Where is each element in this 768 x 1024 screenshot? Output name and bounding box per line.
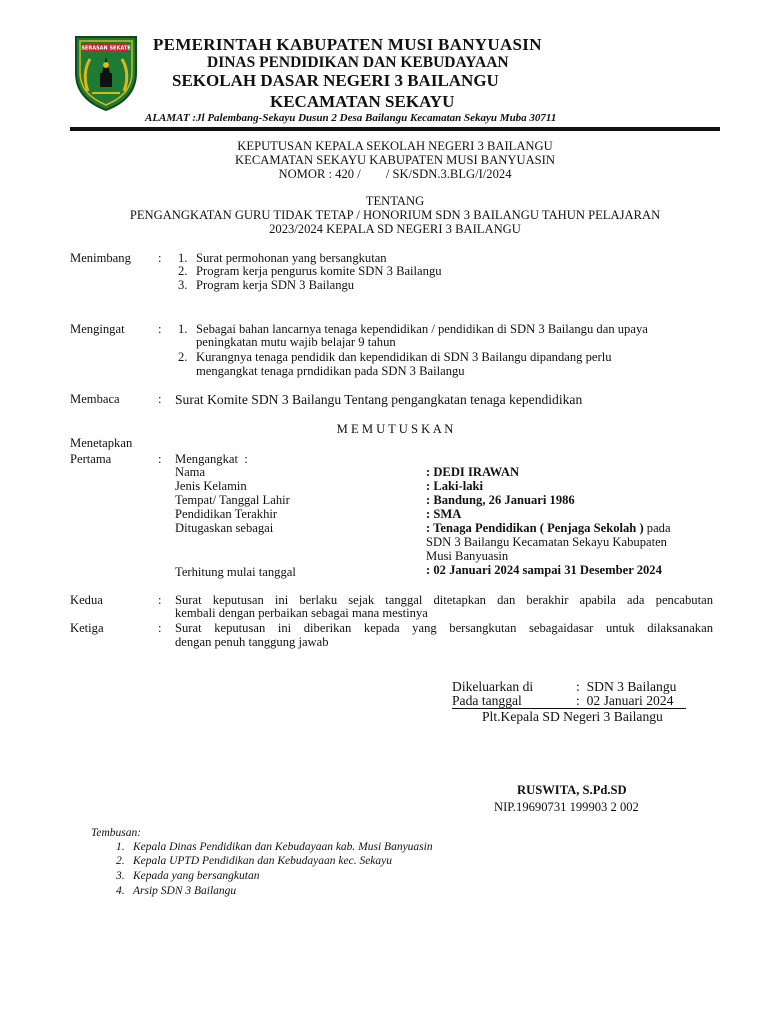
field-label-assignment: Ditugaskan sebagai [175,521,274,535]
mengingat-item-line1: Sebagai bahan lancarnya tenaga kependidikan / pendidikan di SDN 3 Bailangu dan upaya [196,322,648,336]
tembusan-item: Arsip SDN 3 Bailangu [133,885,237,897]
tembusan-item-num: 1. [116,841,125,853]
menimbang-item: Program kerja SDN 3 Bailangu [196,278,355,292]
issued-date-value: : 02 Januari 2024 [576,693,674,708]
menimbang-item-num: 2. [178,264,188,278]
letterhead-address: ALAMAT :Jl Palembang-Sekayu Dusun 2 Desa Bailangu Kecamatan Sekayu Muba 30711 [145,112,557,124]
decree-about-line1: PENGANGKATAN GURU TIDAK TETAP / HONORIUM SDN 3 BAILANGU TAHUN PELAJARAN [129,208,661,222]
regency-logo [70,33,142,111]
letterhead-line3: SEKOLAH DASAR NEGERI 3 BAILANGU [172,71,499,90]
pertama-colon: : [158,452,162,466]
ketiga-label: Ketiga [70,621,104,635]
ketiga-colon: : [158,621,162,635]
issued-position: Plt.Kepala SD Negeri 3 Bailangu [482,709,663,724]
decree-title2: KECAMATAN SEKAYU KABUPATEN MUSI BANYUASIN [235,153,555,167]
mengingat-item-num: 1. [178,322,188,336]
field-value-gender: : Laki-laki [426,479,484,493]
field-label-birth: Tempat/ Tanggal Lahir [175,493,290,507]
field-label-gender: Jenis Kelamin [175,479,247,493]
tembusan-item: Kepala UPTD Pendidikan dan Kebudayaan kec. Sekayu [133,855,393,867]
mengingat-item-line2: mengangkat tenaga prndidikan pada SDN 3 Bailangu [196,364,465,378]
ketiga-line2: dengan penuh tanggung jawab [175,635,329,649]
menetapkan-label: Menetapkan [70,436,133,450]
mengingat-item-line1: Kurangnya tenaga pendidik dan kependidikan di SDN 3 Bailangu dipandang perlu [196,350,612,364]
letterhead-line4: KECAMATAN SEKAYU [270,92,455,111]
menimbang-colon: : [158,251,162,265]
field-value-nama: : DEDI IRAWAN [426,465,520,479]
signer-nip: NIP.19690731 199903 2 002 [494,800,639,814]
field-value-birth: : Bandung, 26 Januari 1986 [426,493,575,507]
menimbang-item-num: 3. [178,278,188,292]
letterhead-line1: PEMERINTAH KABUPATEN MUSI BANYUASIN [153,35,542,54]
membaca-colon: : [158,392,162,406]
decree-about-label: TENTANG [365,194,425,208]
decree-title1: KEPUTUSAN KEPALA SEKOLAH NEGERI 3 BAILANGU [237,139,553,153]
menimbang-item: Surat permohonan yang bersangkutan [196,251,387,265]
menimbang-item-num: 1. [178,251,188,265]
mengingat-item-num: 2. [178,350,188,364]
memutuskan-heading: M E M U T U S K A N [336,422,454,436]
decree-about-line2: 2023/2024 KEPALA SD NEGERI 3 BAILANGU [269,222,521,236]
mengingat-item-line2: peningkatan mutu wajib belajar 9 tahun [196,335,396,349]
issued-date-label: Pada tanggal [452,693,522,708]
logo-banner-text: SERASAN SEKATE [81,45,131,52]
letterhead-line2: DINAS PENDIDIKAN DAN KEBUDAYAAN [207,54,509,71]
tembusan-item-num: 4. [116,885,125,897]
tembusan-item: Kepada yang bersangkutan [133,870,260,882]
tembusan-item-num: 3. [116,870,125,882]
kedua-label: Kedua [70,593,103,607]
field-value-education: : SMA [426,507,462,521]
kedua-colon: : [158,593,162,607]
field-label-start-date: Terhitung mulai tanggal [175,565,296,579]
field-value-assignment-line3: Musi Banyuasin [426,549,509,563]
mengingat-label: Mengingat [70,322,125,336]
assignment-value-suffix: pada [643,521,671,535]
field-label-nama: Nama [175,465,206,479]
decree-number: NOMOR : 420 / / SK/SDN.3.BLG/I/2024 [278,167,512,181]
field-value-assignment [426,521,671,536]
field-label-education: Pendidikan Terakhir [175,507,278,521]
tembusan-item-num: 2. [116,855,125,867]
issued-place-label: Dikeluarkan di [452,679,534,694]
menimbang-label: Menimbang [70,251,131,265]
letterhead-rule [70,127,720,131]
issued-place-value: : SDN 3 Bailangu [576,679,677,694]
membaca-label: Membaca [70,392,120,406]
mengingat-colon: : [158,322,162,336]
kedua-line1: Surat keputusan ini berlaku sejak tanggal ditetapkan dan berakhir apabila ada pencabutan [175,593,713,607]
field-value-assignment-line2: SDN 3 Bailangu Kecamatan Sekayu Kabupaten [426,535,667,549]
assignment-value-bold: : Tenaga Pendidikan ( Penjaga Sekolah ) [426,521,644,535]
field-value-start-date: : 02 Januari 2024 sampai 31 Desember 2024 [426,563,662,577]
ketiga-line1: Surat keputusan ini diberikan kepada yang bersangkutan sebagaidasar untuk dilaksanakan [175,621,713,635]
menimbang-item: Program kerja pengurus komite SDN 3 Bailangu [196,264,442,278]
tembusan-label: Tembusan: [91,827,142,839]
pertama-intro: Mengangkat : [175,452,248,466]
kedua-line2: kembali dengan perbaikan sebagai mana mestinya [175,606,428,620]
membaca-text: Surat Komite SDN 3 Bailangu Tentang pengangkatan tenaga kependidikan [175,392,583,407]
signer-name: RUSWITA, S.Pd.SD [517,783,627,797]
pertama-label: Pertama [70,452,112,466]
tembusan-item: Kepala Dinas Pendidikan dan Kebudayaan kab. Musi Banyuasin [133,841,433,853]
